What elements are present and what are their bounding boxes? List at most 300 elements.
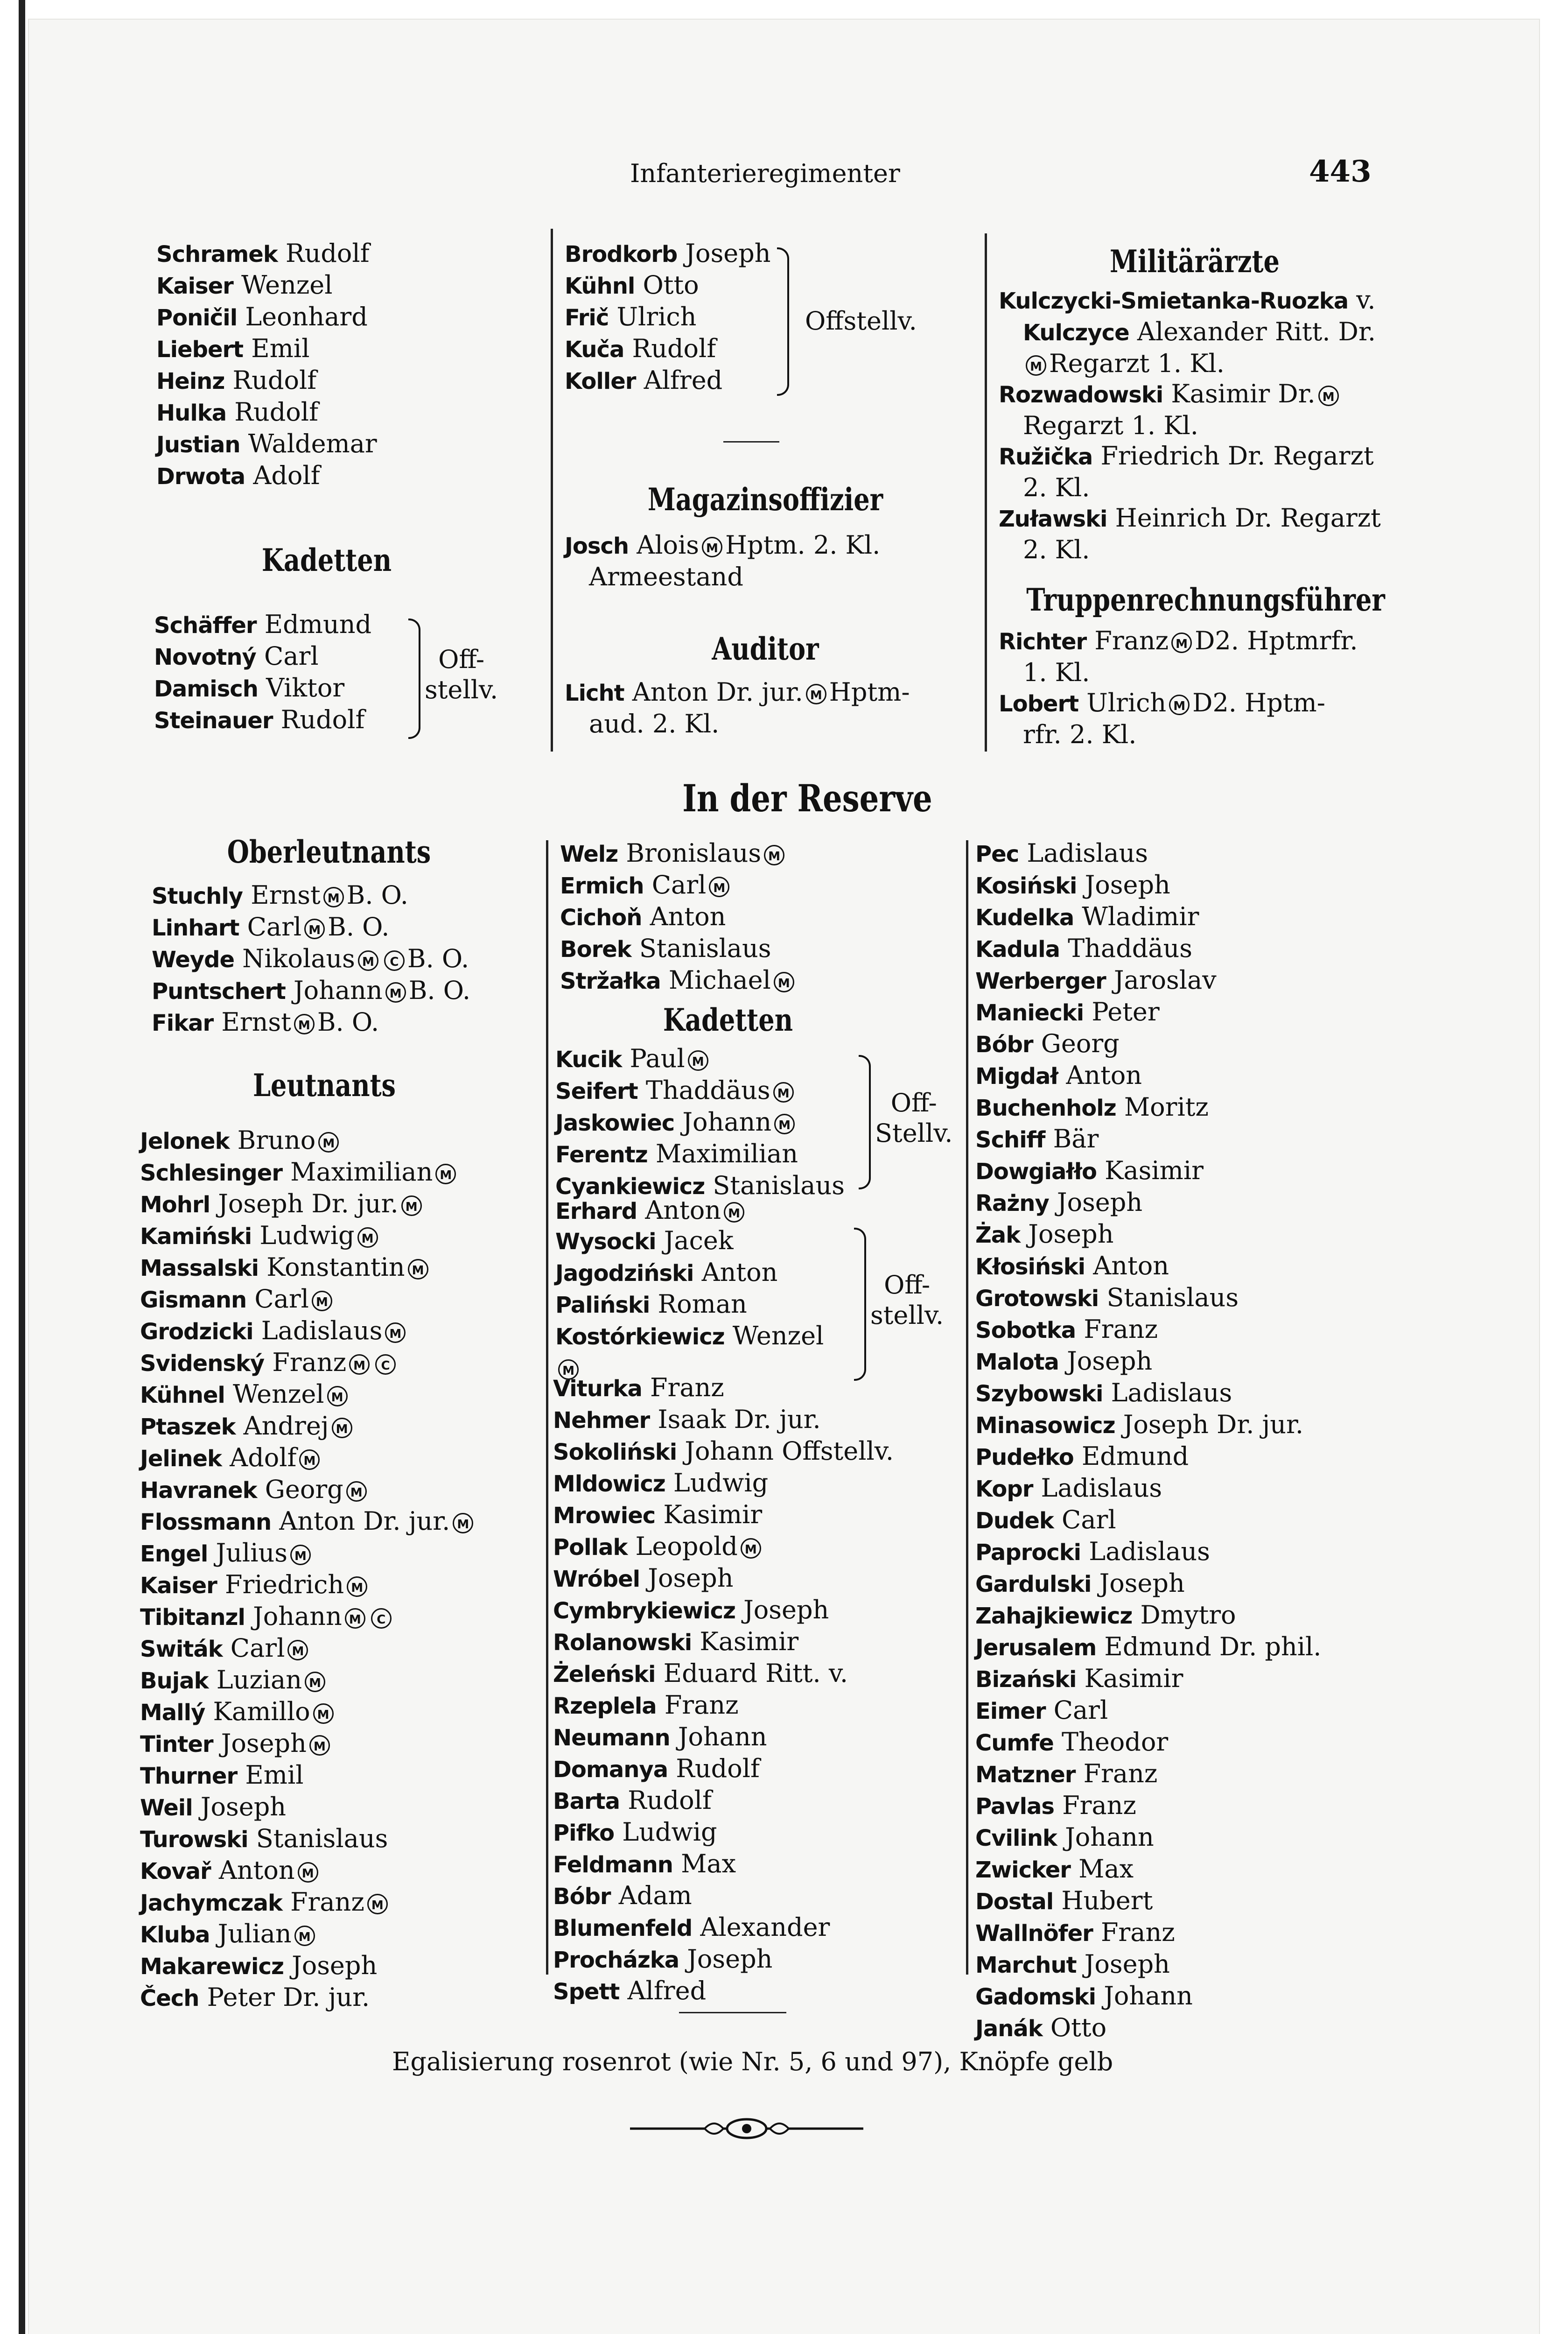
magazin-block <box>565 481 966 518</box>
given-name: Johann <box>1104 1981 1193 2011</box>
given-name: Jacek <box>664 1226 734 1255</box>
surname: Hulka <box>156 400 227 426</box>
m-circle-mark-icon: M <box>558 1359 579 1380</box>
given-name: Ulrich <box>1086 688 1167 717</box>
list-item <box>975 1251 1442 1282</box>
surname: Welz <box>560 841 618 867</box>
list-item <box>140 1220 560 1252</box>
surname: Barta <box>553 1788 620 1814</box>
given-name: Franz <box>1094 626 1169 655</box>
brace-label-line: Off- <box>438 645 485 674</box>
given-name: Edmund Dr. phil. <box>1104 1632 1322 1661</box>
list-item <box>975 1885 1442 1917</box>
rank-note: Hptm. 2. Kl. <box>725 530 881 560</box>
m-circle-mark-icon: M <box>294 1014 315 1034</box>
list-item <box>555 1257 891 1289</box>
given-name: Friedrich <box>225 1570 344 1599</box>
list-item <box>560 870 980 901</box>
m-circle-mark-icon: M <box>346 1481 367 1502</box>
m-circle-mark-icon: M <box>287 1640 308 1660</box>
surname: Steinauer <box>154 708 273 734</box>
given-name: Carl <box>651 870 707 900</box>
list-item <box>553 1690 973 1722</box>
list-item <box>553 1753 973 1785</box>
list-item <box>975 1981 1442 2012</box>
surname: Mrowiec <box>553 1503 656 1529</box>
list-item <box>975 1854 1442 1885</box>
given-name: Joseph Dr. jur. <box>218 1189 399 1218</box>
given-name: rfr. 2. Kl. <box>1023 720 1137 749</box>
surname: Cichoň <box>560 905 642 931</box>
given-name: Franz <box>1084 1315 1158 1344</box>
surname: Żak <box>975 1222 1021 1248</box>
m-circle-mark-icon: M <box>305 1672 325 1692</box>
surname: Bizański <box>975 1666 1077 1693</box>
reserve-group2-label <box>870 1270 944 1330</box>
surname: Marchut <box>975 1952 1077 1978</box>
given-name: Anton Dr. jur. <box>632 677 803 707</box>
given-name: Anton <box>701 1258 778 1287</box>
m-circle-mark-icon: M <box>347 1576 367 1597</box>
given-name: Carl <box>1062 1505 1116 1534</box>
surname: Migdał <box>975 1063 1058 1090</box>
surname: Sobotka <box>975 1317 1076 1343</box>
m-circle-mark-icon: M <box>323 887 344 907</box>
given-name: Franz <box>1100 1918 1175 1947</box>
list-item <box>999 534 1419 565</box>
surname: Kudelka <box>975 905 1074 931</box>
given-name: Rudolf <box>234 397 319 427</box>
surname: Čech <box>140 1985 199 2011</box>
given-name: Thaddäus <box>1068 934 1192 963</box>
brace-label-line: Off- <box>890 1088 937 1118</box>
surname: Schramek <box>156 241 278 267</box>
list-item <box>975 1917 1442 1949</box>
list-item <box>560 901 980 933</box>
given-name: Joseph <box>1057 1188 1143 1217</box>
given-name: Kasimir <box>1105 1156 1204 1185</box>
given-name: Rudolf <box>676 1754 760 1783</box>
list-item <box>553 1595 973 1626</box>
given-name: Ladislaus <box>1027 838 1148 868</box>
mid-offstellv-brace <box>777 247 789 396</box>
surname: Procházka <box>553 1947 679 1973</box>
surname: Jelonek <box>140 1128 230 1154</box>
rank-note: B. O. <box>407 944 469 973</box>
surname: Matzner <box>975 1762 1076 1788</box>
given-name: Stanislaus <box>713 1171 845 1200</box>
list-item <box>156 365 530 397</box>
surname: Kulczycki-Smietanka-Ruozka <box>999 288 1349 314</box>
given-name: Theodor <box>1062 1727 1169 1757</box>
given-name: Ladislaus <box>1111 1378 1232 1407</box>
list-item <box>555 1321 891 1352</box>
surname: Wróbel <box>553 1566 640 1592</box>
given-name: Edmund <box>1081 1441 1189 1471</box>
left-kadetten-block <box>154 541 527 579</box>
mid-offstellv-label: Offstellv. <box>805 306 917 336</box>
m-circle-mark-icon: M <box>385 982 406 1003</box>
surname: Ferentz <box>555 1142 648 1168</box>
surname: Schiff <box>975 1127 1045 1153</box>
given-name: Emil <box>251 334 310 363</box>
given-name: Stanislaus <box>1106 1283 1239 1312</box>
m-circle-mark-icon: M <box>709 877 729 897</box>
list-item <box>152 912 548 943</box>
given-name: Stanislaus <box>256 1824 388 1853</box>
list-item <box>140 1252 560 1284</box>
reserve-kadetten-block <box>560 1001 896 1039</box>
given-name: Maximilian <box>655 1139 798 1168</box>
list-item <box>140 1474 560 1506</box>
surname: Sokoliński <box>553 1439 677 1465</box>
surname: Gadomski <box>975 1984 1096 2010</box>
given-name: Franz <box>272 1348 347 1377</box>
binding-edge <box>19 0 25 2334</box>
given-name: Hubert <box>1061 1886 1153 1915</box>
list-item <box>975 1346 1442 1378</box>
list-item <box>152 975 548 1007</box>
list-item <box>553 1912 973 1944</box>
surname: Tinter <box>140 1731 213 1758</box>
m-circle-mark-icon: M <box>453 1513 473 1533</box>
given-name: Franz <box>1083 1759 1158 1788</box>
m-circle-mark-icon: M <box>299 1449 320 1470</box>
list-item <box>560 933 980 965</box>
surname: Licht <box>565 680 624 706</box>
given-name: Kasimir <box>700 1627 799 1656</box>
given-name: Carl <box>1053 1695 1108 1725</box>
m-circle-mark-icon: M <box>435 1164 456 1184</box>
m-circle-mark-icon: M <box>1171 633 1192 653</box>
surname: Kosiński <box>975 873 1077 899</box>
given-name: Armeestand <box>589 562 743 591</box>
m-circle-mark-icon: M <box>774 1114 795 1134</box>
given-name: Ladislaus <box>261 1316 383 1345</box>
list-item <box>156 238 530 270</box>
given-name: Julian <box>217 1919 292 1948</box>
given-name: Otto <box>643 270 699 300</box>
surname: Kulczyce <box>1023 320 1129 346</box>
given-name: Ladislaus <box>1041 1473 1162 1503</box>
given-name: Joseph <box>648 1563 734 1593</box>
c-circle-mark-icon: C <box>375 1354 396 1375</box>
given-name: Kamillo <box>213 1697 310 1726</box>
surname: Switák <box>140 1636 223 1662</box>
surname: Stržałka <box>560 968 661 994</box>
list-item <box>999 348 1419 379</box>
left-top-list <box>156 238 530 492</box>
list-item <box>140 1982 560 2014</box>
list-item <box>156 270 530 302</box>
surname: Brodkorb <box>565 241 678 267</box>
leutnants-list <box>140 1125 560 2014</box>
list-item <box>140 1760 560 1792</box>
reserve-group2-brace <box>854 1228 866 1381</box>
list-item <box>975 1060 1442 1092</box>
surname: Cumfe <box>975 1730 1054 1756</box>
given-name: Joseph <box>1067 1346 1153 1376</box>
rule-mid-bottom <box>546 840 548 1975</box>
left-kadetten-list <box>154 609 434 736</box>
given-name: Franz <box>650 1373 724 1402</box>
given-name: Joseph <box>1099 1568 1185 1598</box>
given-name: Georg <box>265 1475 343 1504</box>
list-item <box>999 285 1419 316</box>
list-item <box>555 1289 891 1321</box>
surname: Mldowicz <box>553 1471 665 1497</box>
surname: Pudełko <box>975 1444 1074 1470</box>
given-name: Leopold <box>635 1532 738 1561</box>
given-name: Isaak Dr. jur. <box>658 1405 821 1434</box>
m-circle-mark-icon: M <box>367 1894 388 1914</box>
reserve-group1-label <box>875 1088 952 1148</box>
surname: Flossmann <box>140 1509 272 1535</box>
list-item <box>975 1092 1442 1124</box>
surname: Borek <box>560 936 631 963</box>
given-name: Johann <box>678 1722 767 1751</box>
surname: Rozwadowski <box>999 382 1163 408</box>
given-name: Moritz <box>1124 1092 1209 1122</box>
list-item <box>553 1626 973 1658</box>
list-item <box>140 1157 560 1188</box>
surname: Kaiser <box>156 273 233 299</box>
surname: Damisch <box>154 676 258 702</box>
list-item <box>555 1225 891 1257</box>
given-name: Ernst <box>221 1007 291 1037</box>
surname: Pavlas <box>975 1793 1054 1820</box>
given-name: Thaddäus <box>645 1076 770 1105</box>
surname: Zahajkiewicz <box>975 1603 1133 1629</box>
m-circle-mark-icon: M <box>304 919 325 939</box>
surname: Zuławski <box>999 506 1107 532</box>
reserve-mid-b <box>553 1372 973 2007</box>
surname: Rolanowski <box>553 1630 692 1656</box>
m-circle-mark-icon: M <box>309 1735 330 1756</box>
reserve-heading: In der Reserve <box>682 776 932 820</box>
list-item <box>156 429 530 460</box>
rule-mid-top <box>551 229 553 752</box>
given-name: Julius <box>216 1538 287 1568</box>
given-name: Adolf <box>253 461 320 490</box>
list-item <box>999 626 1419 657</box>
list-item <box>156 333 530 365</box>
list-item <box>553 1372 973 1404</box>
surname: Schlesinger <box>140 1160 282 1186</box>
surname: Pec <box>975 841 1019 867</box>
given-name: Anton <box>1093 1251 1169 1280</box>
list-item <box>555 1043 891 1075</box>
list-item <box>975 1219 1442 1251</box>
reserve-kadetten-group2 <box>555 1225 891 1383</box>
surname: Heinz <box>156 368 225 394</box>
surname: Kovař <box>140 1858 211 1884</box>
list-item <box>975 965 1442 997</box>
given-name: Franz <box>1062 1791 1136 1820</box>
reserve-group1-brace <box>859 1055 871 1189</box>
given-name: Eduard Ritt. v. <box>663 1659 848 1688</box>
surname: Grotowski <box>975 1286 1099 1312</box>
surname: Kadula <box>975 936 1060 963</box>
reserve-right-list <box>975 838 1442 2044</box>
given-name: Konstantin <box>266 1252 405 1282</box>
given-name: Otto <box>1050 2013 1107 2042</box>
surname: Janák <box>975 2016 1043 2042</box>
m-circle-mark-icon: M <box>1026 355 1046 376</box>
surname: Feldmann <box>553 1852 673 1878</box>
given-name: Max <box>1078 1854 1134 1884</box>
list-item <box>140 1379 560 1411</box>
given-name: Carl <box>264 641 319 671</box>
list-item <box>553 1531 973 1563</box>
auditor-heading: Auditor <box>712 631 819 667</box>
given-name: Johann <box>253 1602 342 1631</box>
rule-right-bottom <box>966 840 968 1975</box>
given-name: Adolf <box>230 1443 297 1472</box>
surname: Ptaszek <box>140 1414 236 1440</box>
list-item <box>140 1728 560 1760</box>
given-name: Kasimir Dr. <box>1171 379 1316 408</box>
surname: Stuchly <box>152 883 243 909</box>
given-name: 1. Kl. <box>1023 658 1090 687</box>
list-item <box>999 441 1419 472</box>
surname: Kucik <box>555 1047 622 1073</box>
surname: Thurner <box>140 1763 238 1789</box>
surname: Bujak <box>140 1668 209 1694</box>
truppen-lines <box>999 626 1419 750</box>
given-name: Carl <box>247 912 302 942</box>
given-name: Alexander <box>700 1912 830 1942</box>
given-name: Joseph <box>1085 870 1170 900</box>
list-item <box>999 316 1419 348</box>
footer-note: Egalisierung rosenrot (wie Nr. 5, 6 und 97), Knöpfe gelb <box>392 2047 1113 2076</box>
list-item <box>140 1601 560 1633</box>
surname: Fikar <box>152 1010 214 1036</box>
rank-note: D2. Hptm- <box>1192 688 1325 717</box>
list-item <box>553 1658 973 1690</box>
surname: Werberger <box>975 968 1106 994</box>
list-item <box>565 562 985 592</box>
list-item <box>553 1817 973 1849</box>
m-circle-mark-icon: M <box>349 1354 370 1375</box>
given-name: Edmund <box>264 610 372 639</box>
rank-note: Regarzt 1. Kl. <box>1049 349 1225 378</box>
list-item <box>140 1633 560 1665</box>
given-name: v. <box>1356 285 1376 315</box>
m-circle-mark-icon: M <box>358 950 378 971</box>
given-name: Jaroslav <box>1113 965 1217 995</box>
given-name: Joseph <box>200 1792 287 1821</box>
surname: Turowski <box>140 1827 248 1853</box>
list-item <box>140 1792 560 1823</box>
given-name: Alfred <box>627 1976 707 2005</box>
page-number: 443 <box>1309 154 1372 189</box>
surname: Dudek <box>975 1508 1054 1534</box>
given-name: Wenzel <box>732 1321 824 1350</box>
m-circle-mark-icon: M <box>401 1195 422 1216</box>
given-name: Carl <box>254 1284 309 1314</box>
surname: Paliński <box>555 1292 650 1318</box>
rank-note: Hptm- <box>829 677 910 707</box>
list-item <box>999 657 1419 688</box>
surname: Kluba <box>140 1922 210 1948</box>
list-item <box>975 1187 1442 1219</box>
given-name: Anton <box>218 1856 295 1885</box>
leutnants-block <box>147 1067 520 1104</box>
m-circle-mark-icon: M <box>318 1132 339 1153</box>
surname: Cvilink <box>975 1825 1057 1851</box>
given-name: Wenzel <box>233 1379 324 1409</box>
surname: Mallý <box>140 1700 205 1726</box>
surname: Spett <box>553 1979 620 2005</box>
surname: Erhard <box>555 1198 637 1224</box>
list-item <box>975 1949 1442 1981</box>
list-item <box>154 641 434 673</box>
given-name: Joseph <box>743 1595 829 1624</box>
given-name: Rudolf <box>280 705 365 734</box>
given-name: Heinrich Dr. Regarzt <box>1115 503 1381 533</box>
c-circle-mark-icon: C <box>371 1608 392 1629</box>
kadetten-brace-label <box>425 644 498 705</box>
given-name: Joseph <box>1028 1219 1114 1249</box>
given-name: Johann <box>294 976 383 1005</box>
m-circle-mark-icon: M <box>741 1538 761 1559</box>
m-circle-mark-icon: M <box>408 1259 428 1279</box>
m-circle-mark-icon: M <box>294 1926 315 1946</box>
brace-label-line: Stellv. <box>875 1118 953 1148</box>
list-item <box>975 1631 1442 1663</box>
surname: Jachymczak <box>140 1890 282 1916</box>
surname: Cyankiewicz <box>555 1174 705 1200</box>
m-circle-mark-icon: M <box>724 1202 744 1223</box>
magazin-heading: Magazinsoffizier <box>647 481 883 518</box>
truppen-heading: Truppenrechnungsführer <box>1026 582 1385 618</box>
surname: Tibitanzl <box>140 1604 245 1631</box>
surname: Engel <box>140 1541 208 1567</box>
given-name: 2. Kl. <box>1023 535 1090 564</box>
given-name: Alexander Ritt. Dr. <box>1137 317 1376 346</box>
auditor-block <box>565 630 966 668</box>
m-circle-mark-icon: M <box>313 1703 334 1724</box>
surname: Kühnl <box>565 273 635 299</box>
rule-right-top <box>985 233 987 752</box>
given-name: Joseph <box>292 1951 378 1980</box>
surname: Bóbr <box>975 1032 1033 1058</box>
given-name: Franz <box>290 1887 364 1917</box>
list-item <box>975 1695 1442 1727</box>
given-name: Rudolf <box>628 1786 712 1815</box>
given-name: Joseph Dr. jur. <box>1123 1410 1304 1439</box>
given-name: Joseph <box>685 239 771 268</box>
list-item <box>975 1536 1442 1568</box>
surname: Jerusalem <box>975 1635 1097 1661</box>
given-name: Roman <box>658 1289 747 1319</box>
surname: Żeleński <box>553 1661 656 1687</box>
list-item <box>975 2012 1442 2044</box>
surname: Kostórkiewicz <box>555 1324 725 1350</box>
surname: Wallnöfer <box>975 1920 1093 1947</box>
list-item <box>975 838 1442 870</box>
m-circle-mark-icon: M <box>764 845 784 865</box>
surname: Seifert <box>555 1078 638 1104</box>
given-name: Joseph <box>221 1729 307 1758</box>
surname: Grodzicki <box>140 1319 253 1345</box>
list-item <box>565 677 985 709</box>
list-item <box>975 1600 1442 1631</box>
list-item <box>553 1849 973 1880</box>
list-item <box>999 503 1419 534</box>
list-item <box>140 1188 560 1220</box>
